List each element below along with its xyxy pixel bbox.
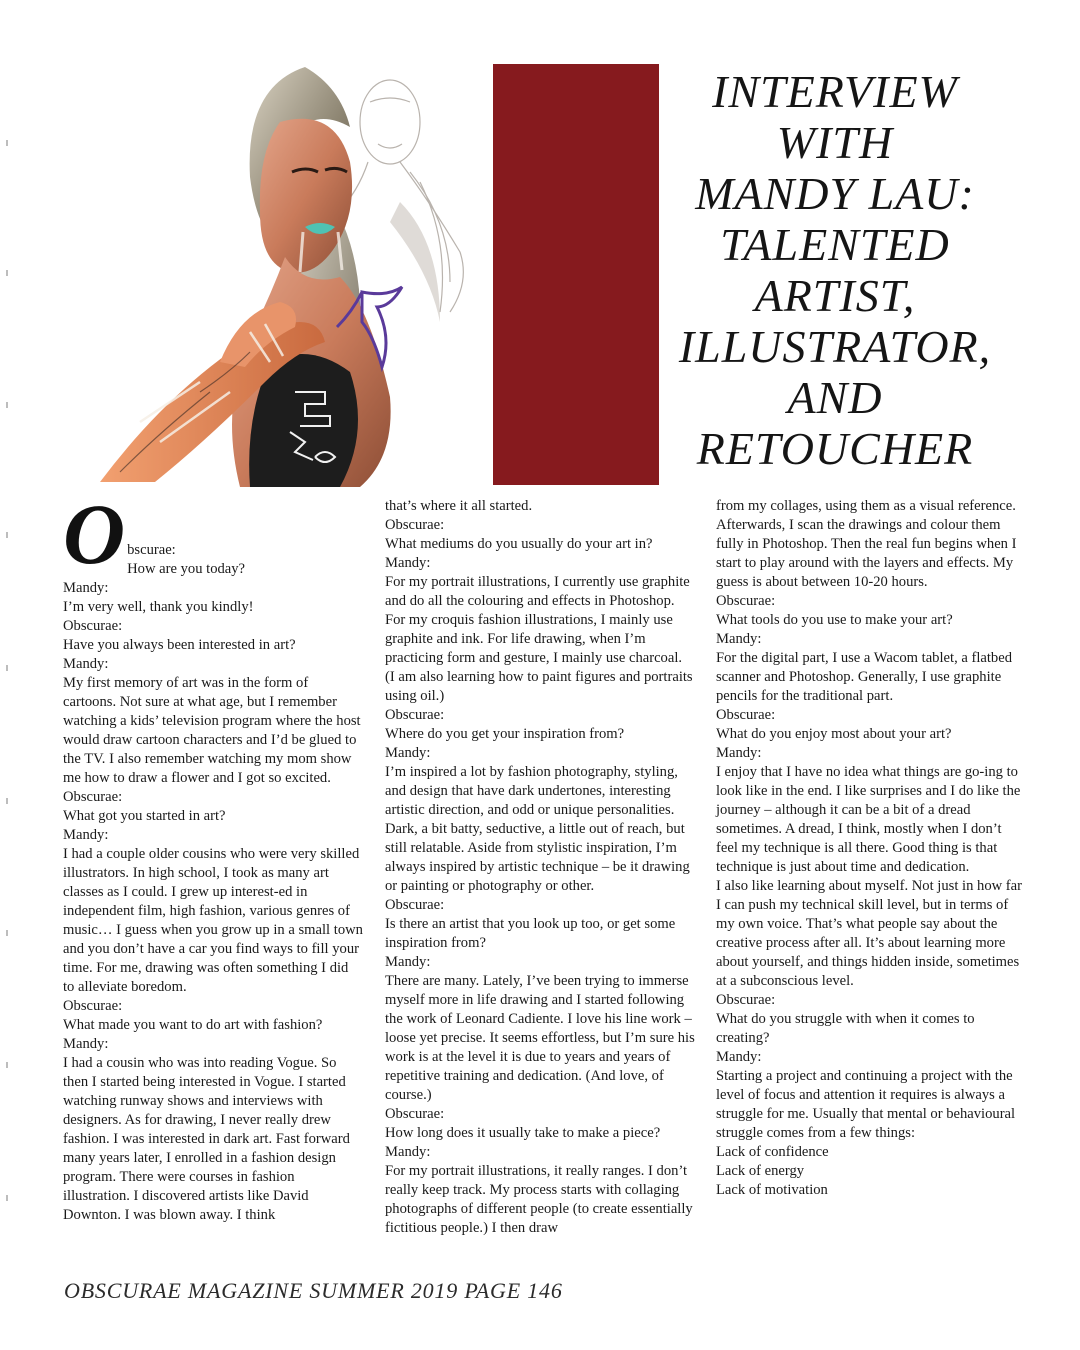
paragraph: Obscurae:: [385, 517, 445, 533]
paragraph: Obscurae:: [385, 1106, 445, 1122]
title-line: RETOUCHER: [696, 423, 974, 474]
paragraph: Obscurae:: [385, 897, 445, 913]
paragraph: Mandy:: [63, 1036, 109, 1052]
paragraph: How are you today?: [127, 561, 246, 577]
paragraph: that’s where it all started.: [385, 498, 533, 514]
paragraph: What mediums do you usually do your art in?: [385, 536, 653, 552]
paragraph: Obscurae:: [63, 618, 123, 634]
paragraph: I had a cousin who was into reading Vogue. So then I started being interested in Vogue. I started watching runway shows and interviews with designers. As for drawing, I never really drew fashion. I was interested in dark art. Fast forward many years later, I enrolled in a fashion design program. There were courses in fashion illustration. I discovered artists like David Downton. I was blown away. I think: [63, 1055, 350, 1223]
paragraph: I’m inspired a lot by fashion photography, styling, and design that have dark undertones, interesting artistic direction, and odd or unique personalities. Dark, a bit batty, seductive, a little out of reach, but still relatable. Aside from stylistic inspiration, I’m always inspired by artistic technique – be it drawing or painting or photography or other.: [385, 764, 690, 894]
paragraph: I’m very well, thank you kindly!: [63, 599, 254, 615]
paragraph: Where do you get your inspiration from?: [385, 726, 625, 742]
paragraph: Have you always been interested in art?: [63, 637, 296, 653]
paragraph: I also like learning about myself. Not just in how far I can push my technical skill level, but in terms of my own voice. That’s what people say about the creative process after all. It’s about learning more about yourself, and things hidden inside, sometimes at a subconscious level.: [716, 878, 1022, 989]
paragraph: Starting a project and continuing a project with the level of focus and attention it requires is always a struggle for me. Usually that mental or behavioural struggle comes from a few things:: [716, 1068, 1016, 1141]
title-line: ILLUSTRATOR,: [678, 321, 992, 372]
paragraph: My first memory of art was in the form of cartoons. Not sure at what age, but I remember watching a kids’ television program where the host would draw cartoon characters and I’d be glued to the TV. I also remember watching my mom show me how to draw a flower and I got so excited.: [63, 675, 361, 786]
paragraph: How long does it usually take to make a piece?: [385, 1125, 661, 1141]
paragraph: Mandy:: [63, 827, 109, 843]
article-title: [670, 66, 1000, 474]
paragraph: For my portrait illustrations, I currently use graphite and do all the colouring and effects in Photoshop. For my croquis fashion illustrations, I mainly use graphite and ink. For life drawing, when I’m practicing form and gesture, I mainly use charcoal. (I am also learning how to paint figures and portraits using oil.): [385, 574, 693, 704]
paragraph: What made you want to do art with fashion?: [63, 1017, 323, 1033]
title-line: ARTIST,: [754, 270, 916, 321]
paragraph: What got you started in art?: [63, 808, 226, 824]
paragraph: Mandy:: [385, 954, 431, 970]
paragraph: What do you struggle with when it comes to creating?: [716, 1011, 975, 1046]
paragraph: from my collages, using them as a visual reference. Afterwards, I scan the drawings and colour them fully in Photoshop. Then the real fun begins when I start to play around with the layers and effects. My guess is about between 10-20 hours.: [716, 498, 1017, 590]
paragraph: Mandy:: [385, 745, 431, 761]
paragraph: Obscurae:: [716, 707, 776, 723]
paragraph: For the digital part, I use a Wacom tablet, a flatbed scanner and Photoshop. Generally, I use graphite pencils for the traditional part.: [716, 650, 1013, 704]
paragraph: Obscurae:: [716, 593, 776, 609]
title-line: MANDY LAU:: [695, 168, 975, 219]
header-strip: [230, 0, 790, 3]
paragraph: Lack of confidence: [716, 1144, 829, 1160]
paragraph: Lack of motivation: [716, 1182, 828, 1198]
fashion-illustration-image: [100, 62, 485, 487]
title-line: INTERVIEW: [712, 66, 958, 117]
paragraph: Mandy:: [716, 745, 762, 761]
drop-cap: O: [63, 486, 126, 582]
paragraph: bscurae:: [127, 542, 176, 558]
paragraph: Obscurae:: [63, 789, 123, 805]
page-footer: OBSCURAE MAGAZINE SUMMER 2019 PAGE 146: [64, 1278, 563, 1303]
page-edge-marks: [6, 140, 10, 1240]
paragraph: I enjoy that I have no idea what things are go-ing to look like in the end. I like surprises and I do like the journey – although it can be a bit of a dread sometimes. A dread, I think, mostly when I don’t feel my technique is all there. Good thing is that technique is just about time and dedication.: [716, 764, 1021, 875]
title-line: WITH: [776, 117, 894, 168]
paragraph: Mandy:: [716, 1049, 762, 1065]
paragraph: There are many. Lately, I’ve been trying to immerse myself more in life drawing and I started following the work of Leonard Cadiente. I love his line work – loose yet precise. It seems effortless, but I’m sure his work is at the level it is due to years and years of repetitive training and dedication. (And love, of course.): [385, 973, 695, 1103]
paragraph: Lack of energy: [716, 1163, 805, 1179]
paragraph: Obscurae:: [63, 998, 123, 1014]
paragraph: Obscurae:: [716, 992, 776, 1008]
paragraph: What tools do you use to make your art?: [716, 612, 953, 628]
text-column-1: [63, 486, 363, 1225]
paragraph: For my portrait illustrations, it really ranges. I don’t really keep track. My process starts with collaging photographs of different people (to create essentially fictitious people.) I then draw: [385, 1163, 693, 1236]
paragraph: I had a couple older cousins who were very skilled illustrators. In high school, I took as many art classes as I could. I grew up interest-ed in independent film, high fashion, various genres of music… I guess when you grow up in a small town and you don’t have a car you find ways to fill your time. For me, drawing was often something I did to alleviate boredom.: [63, 846, 363, 995]
paragraph: Mandy:: [385, 555, 431, 571]
paragraph: Mandy:: [63, 580, 109, 596]
paragraph: Mandy:: [385, 1144, 431, 1160]
paragraph: Mandy:: [63, 656, 109, 672]
title-line: TALENTED: [720, 219, 950, 270]
paragraph: What do you enjoy most about your art?: [716, 726, 952, 742]
text-column-2: [385, 497, 695, 1238]
paragraph: Obscurae:: [385, 707, 445, 723]
accent-color-block: [493, 64, 659, 485]
paragraph: Is there an artist that you look up too, or get some inspiration from?: [385, 916, 676, 951]
text-column-3: [716, 497, 1026, 1200]
title-line: AND: [787, 372, 883, 423]
paragraph: Mandy:: [716, 631, 762, 647]
